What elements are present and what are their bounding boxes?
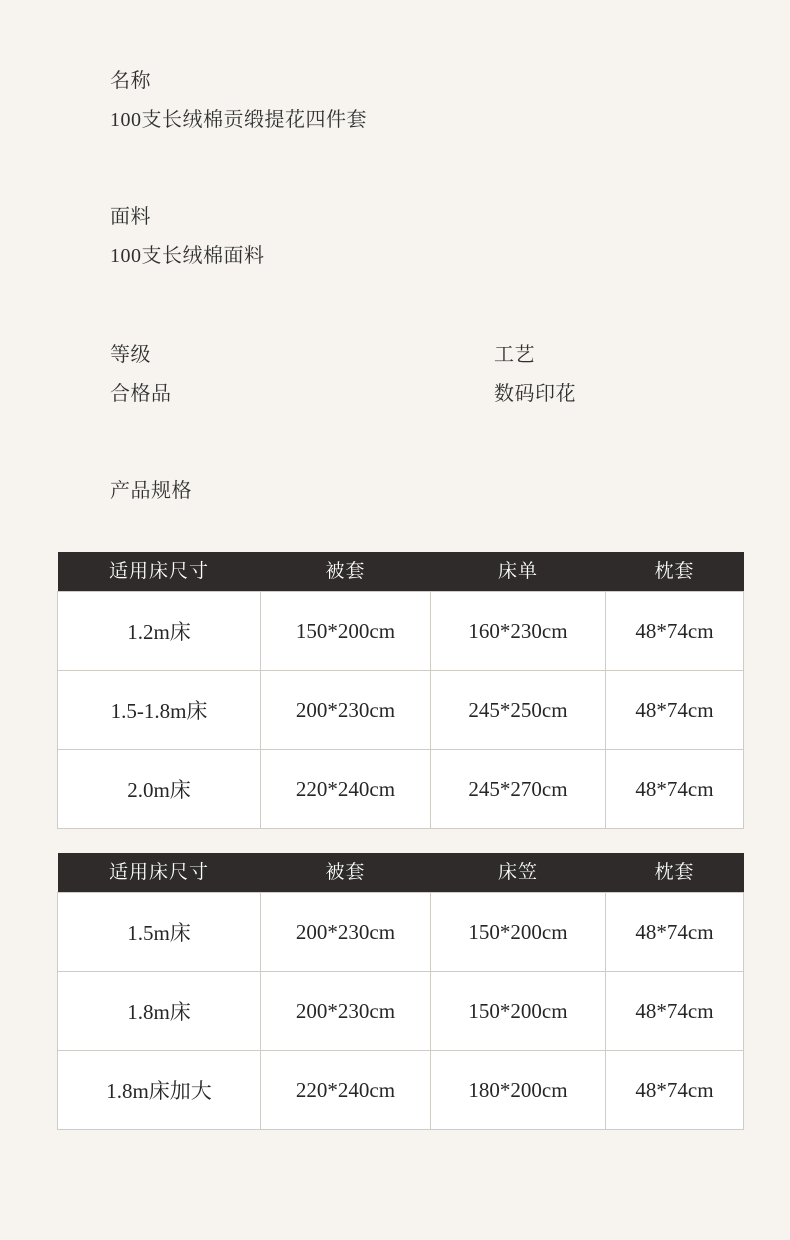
table-header-cell: 床单 [431, 552, 606, 592]
table-cell: 1.2m床 [58, 592, 261, 671]
table-cell: 48*74cm [606, 750, 744, 829]
spec-label-craft: 工艺 [494, 344, 535, 366]
size-table-bedsheet [57, 552, 744, 829]
spec-value-fabric: 100支长绒棉面料 [110, 245, 265, 267]
table-row [58, 893, 744, 972]
table-cell: 1.5m床 [58, 893, 261, 972]
spec-block-craft [494, 340, 576, 409]
spec-block-fabric [110, 202, 265, 271]
table-header-cell: 被套 [261, 552, 431, 592]
table-cell: 150*200cm [261, 592, 431, 671]
table-row [58, 972, 744, 1051]
table-header-cell: 枕套 [606, 853, 744, 893]
table-cell: 1.8m床 [58, 972, 261, 1051]
table-cell: 220*240cm [261, 1051, 431, 1130]
table-cell: 150*200cm [431, 972, 606, 1051]
table-header-cell: 适用床尺寸 [58, 552, 261, 592]
table-cell: 200*230cm [261, 972, 431, 1051]
spec-label-fabric: 面料 [110, 206, 151, 228]
table-cell: 1.5-1.8m床 [58, 671, 261, 750]
table-cell: 1.8m床加大 [58, 1051, 261, 1130]
table-cell: 200*230cm [261, 671, 431, 750]
table-header-row [58, 853, 744, 893]
table-cell: 48*74cm [606, 592, 744, 671]
table-cell: 48*74cm [606, 972, 744, 1051]
table-header-cell: 枕套 [606, 552, 744, 592]
spec-value-craft: 数码印花 [494, 383, 576, 405]
spec-block-name [110, 66, 367, 135]
table-row [58, 592, 744, 671]
table-cell: 180*200cm [431, 1051, 606, 1130]
table-row [58, 1051, 744, 1130]
table-cell: 245*270cm [431, 750, 606, 829]
size-table-fittedsheet [57, 853, 744, 1130]
table-cell: 48*74cm [606, 893, 744, 972]
table-cell: 160*230cm [431, 592, 606, 671]
spec-label-grade: 等级 [110, 344, 151, 366]
spec-block-grade [110, 340, 172, 409]
table-row [58, 671, 744, 750]
table-row [58, 750, 744, 829]
spec-section-title: 产品规格 [110, 480, 192, 502]
table-cell: 48*74cm [606, 671, 744, 750]
table-cell: 200*230cm [261, 893, 431, 972]
table-header-cell: 床笠 [431, 853, 606, 893]
table-cell: 245*250cm [431, 671, 606, 750]
table-header-row [58, 552, 744, 592]
spec-value-grade: 合格品 [110, 383, 172, 405]
spec-label-name: 名称 [110, 70, 151, 92]
table-cell: 220*240cm [261, 750, 431, 829]
spec-value-name: 100支长绒棉贡缎提花四件套 [110, 109, 367, 131]
table-cell: 150*200cm [431, 893, 606, 972]
table-cell: 48*74cm [606, 1051, 744, 1130]
spec-section-title-block [110, 476, 192, 506]
table-header-cell: 被套 [261, 853, 431, 893]
table-cell: 2.0m床 [58, 750, 261, 829]
table-header-cell: 适用床尺寸 [58, 853, 261, 893]
